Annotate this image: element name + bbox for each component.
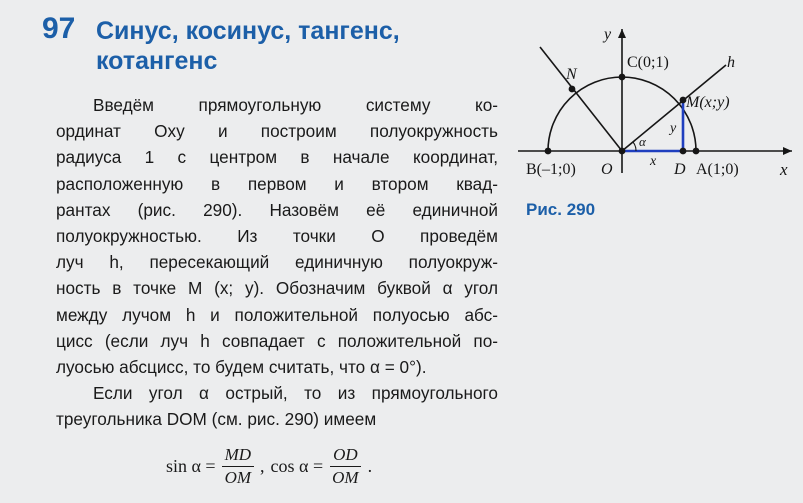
label-ray-h: h xyxy=(727,54,735,71)
label-A: A(1;0) xyxy=(696,161,739,178)
figure-caption: Рис. 290 xyxy=(526,200,596,219)
y-axis-label: y xyxy=(604,26,612,43)
point-C xyxy=(619,74,626,81)
label-alpha: α xyxy=(639,134,646,149)
label-O: O xyxy=(601,161,613,178)
unit-semicircle-diagram xyxy=(500,15,800,195)
body-line: рантах (рис. 290). Назовём её единичной xyxy=(56,199,498,220)
formula-end: . xyxy=(367,455,373,476)
x-axis-arrow xyxy=(783,147,792,155)
sin-numerator: MD xyxy=(222,444,254,467)
label-D: D xyxy=(674,161,686,178)
sin-fraction xyxy=(222,444,254,489)
point-B xyxy=(545,148,552,155)
cos-lhs: cos α = xyxy=(270,455,324,476)
label-segment-x: x xyxy=(650,154,657,169)
body-line: луч h, пересекающий единичную полуокруж- xyxy=(56,252,498,273)
point-N xyxy=(569,86,576,93)
body-line: между лучом h и положительной полуосью абс- xyxy=(56,304,498,325)
label-N: N xyxy=(566,66,577,83)
label-C: C(0;1) xyxy=(627,54,669,71)
section-number: 97 xyxy=(42,12,76,45)
body-line: ординат Oxy и построим полуокружность xyxy=(56,121,498,142)
body-line: луосью абсцисс, то будем считать, что α = 0°). xyxy=(56,357,427,378)
body-paragraph xyxy=(56,92,498,433)
body-line: Введём прямоугольную систему ко- xyxy=(93,95,498,115)
sin-denominator: OM xyxy=(224,467,252,487)
cos-denominator: OM xyxy=(332,467,359,487)
label-segment-y: y xyxy=(670,121,677,136)
body-line: Если угол α острый, то из прямоугольного xyxy=(93,383,498,404)
angle-arc xyxy=(633,142,636,151)
ray-to-N xyxy=(540,47,622,151)
label-B: B(–1;0) xyxy=(526,161,576,178)
body-line: радиуса 1 с центром в начале координат, xyxy=(56,147,498,168)
y-axis-arrow xyxy=(618,29,626,38)
cos-numerator: OD xyxy=(330,444,361,467)
point-A xyxy=(693,148,700,155)
sin-lhs: sin α = xyxy=(166,455,216,476)
label-M: M(x;y) xyxy=(686,94,730,111)
body-line: цисс (если луч h совпадает с положительной по- xyxy=(56,330,498,351)
cos-fraction xyxy=(329,444,361,489)
x-axis-label: x xyxy=(780,160,788,179)
point-O xyxy=(619,148,626,155)
section-title: Синус, косинус, тангенс, котангенс xyxy=(96,17,400,75)
body-line: полуокружностью. Из точки O проведём xyxy=(56,226,498,247)
body-line: треугольника DOM (см. рис. 290) имеем xyxy=(56,409,377,430)
point-D xyxy=(680,148,687,155)
body-line: ность в точке M (x; y). Обозначим буквой α угол xyxy=(56,278,498,299)
formula-separator: , xyxy=(260,455,265,476)
trig-formula xyxy=(166,440,372,492)
body-line: расположенную в первом и втором квад- xyxy=(56,173,498,194)
